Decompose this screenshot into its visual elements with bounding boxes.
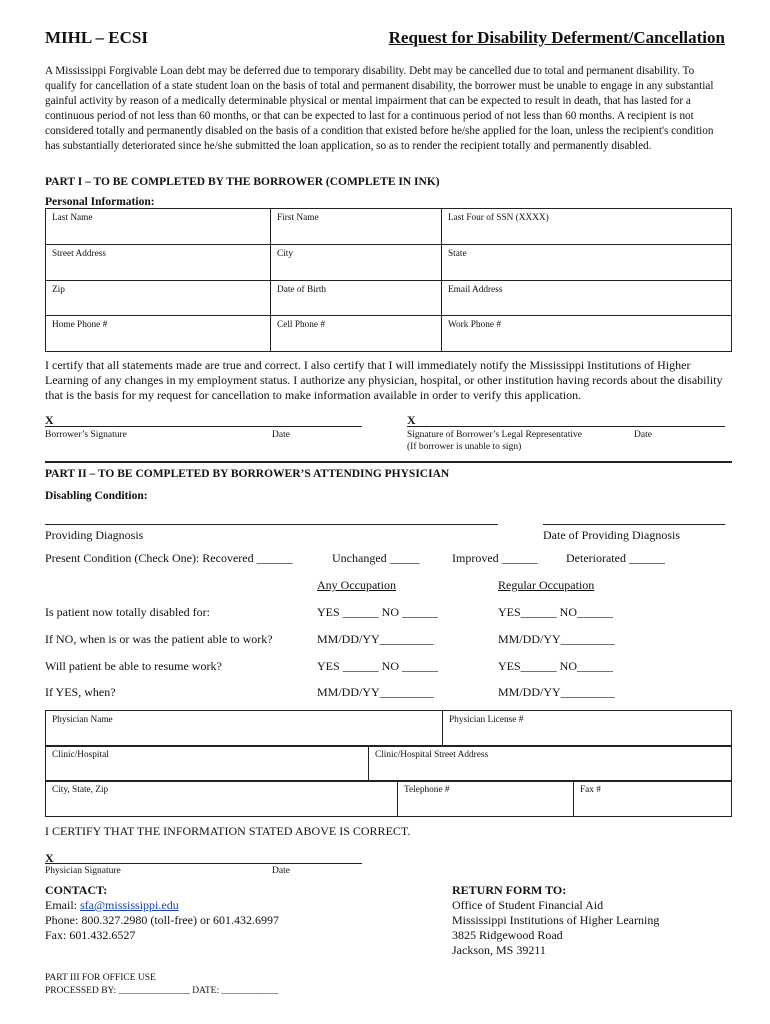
office-use-title: PART III FOR OFFICE USE <box>45 973 156 983</box>
return-line-1: Office of Student Financial Aid <box>452 898 604 912</box>
question-resume-work: Will patient be able to resume work? <box>45 659 222 673</box>
intro-paragraph: A Mississippi Forgivable Loan debt may be deferred due to temporary disability. Debt may be cancelled due to total and permanent disability. To qualify for cancellation of a state student loan on the basis of total and permanent disability, the borrower must be unable to engage in any substantial gainful activity by reason of a medically determinable physical or mental impairment that can be expected to result in death, that has lasted for a continuous period of not less than 60 months, or that can be expected to last for a continuous period of not less than 60 months. A recipient is not considered totally and permanently disabled on the basis of a condition that existed before he/she applied for the loan, unless the recipient's condition has substantially deteriorated since he/she submitted the loan application, so as to render the recipient totally and permanently disabled. <box>45 65 714 152</box>
answer-resume-work-regular[interactable]: YES______ NO______ <box>498 659 614 673</box>
contact-title: CONTACT: <box>45 883 108 897</box>
physician-certification: I CERTIFY THAT THE INFORMATION STATED ABOVE IS CORRECT. <box>45 824 411 838</box>
street-address-field[interactable]: Street Address <box>46 245 271 281</box>
question-able-to-work: If NO, when is or was the patient able to work? <box>45 632 273 646</box>
answer-able-to-work-any[interactable]: MM/DD/YY_________ <box>317 632 434 646</box>
answer-able-to-work-regular[interactable]: MM/DD/YY_________ <box>498 632 615 646</box>
question-when: If YES, when? <box>45 685 116 699</box>
answer-when-regular[interactable]: MM/DD/YY_________ <box>498 685 615 699</box>
contact-email-link[interactable]: sfa@mississippi.edu <box>80 898 179 912</box>
diagnosis-date-line[interactable] <box>543 524 725 525</box>
disabling-condition-label: Disabling Condition: <box>45 490 148 502</box>
regular-occupation-header: Regular Occupation <box>498 578 595 592</box>
physician-license-field[interactable]: Physician License # <box>443 711 732 747</box>
rep-x-mark: X <box>407 413 416 427</box>
contact-phone: Phone: 800.327.2980 (toll-free) or 601.432.6997 <box>45 913 279 927</box>
zip-field[interactable]: Zip <box>46 281 271 316</box>
office-processed-by[interactable]: PROCESSED BY: _______________ DATE: ____________ <box>45 986 279 996</box>
last-name-field[interactable]: Last Name <box>46 209 271 245</box>
answer-totally-disabled-regular[interactable]: YES______ NO______ <box>498 605 614 619</box>
date-providing-diagnosis-label: Date of Providing Diagnosis <box>543 528 680 542</box>
borrower-certification: I certify that all statements made are true and correct. I also certify that I will immediately notify the Mississippi Institutions of Higher Learning of any changes in my employment status. I authorize any physician, hospital, or other institution having records about the disability that is the basis for my request for cancellation to make information available in order to verify this application. <box>45 358 723 402</box>
physician-row-2 <box>45 745 732 782</box>
contact-email-label: Email: <box>45 898 80 912</box>
first-name-field[interactable]: First Name <box>271 209 442 245</box>
diagnosis-line[interactable] <box>45 524 498 525</box>
answer-resume-work-any[interactable]: YES ______ NO ______ <box>317 659 439 673</box>
providing-diagnosis-label: Providing Diagnosis <box>45 528 144 542</box>
return-line-2: Mississippi Institutions of Higher Learning <box>452 913 660 927</box>
clinic-address-field[interactable]: Clinic/Hospital Street Address <box>369 746 732 782</box>
rep-signature-line[interactable] <box>407 426 725 427</box>
borrower-signature-line[interactable] <box>45 426 362 427</box>
return-line-4: Jackson, MS 39211 <box>452 943 546 957</box>
question-totally-disabled: Is patient now totally disabled for: <box>45 605 210 619</box>
city-field[interactable]: City <box>271 245 442 281</box>
borrower-x-mark: X <box>45 413 54 427</box>
state-field[interactable]: State <box>442 245 732 281</box>
clinic-field[interactable]: Clinic/Hospital <box>46 746 369 782</box>
return-line-3: 3825 Ridgewood Road <box>452 928 563 942</box>
cell-phone-field[interactable]: Cell Phone # <box>271 316 442 352</box>
contact-fax: Fax: 601.432.6527 <box>45 928 136 942</box>
rep-note: (If borrower is unable to sign) <box>407 442 522 452</box>
physician-row-1 <box>45 710 732 747</box>
rep-date-label: Date <box>634 430 652 440</box>
clinic-city-state-zip-field[interactable]: City, State, Zip <box>46 781 398 817</box>
work-phone-field[interactable]: Work Phone # <box>442 316 732 352</box>
form-code: MIHL – ECSI <box>45 28 148 47</box>
clinic-fax-field[interactable]: Fax # <box>574 781 732 817</box>
form-title: Request for Disability Deferment/Cancellation <box>388 28 725 47</box>
physician-row-3 <box>45 780 732 817</box>
present-condition-unchanged[interactable]: Unchanged _____ <box>332 551 420 565</box>
part2-title: PART II – TO BE COMPLETED BY BORROWER’S ATTENDING PHYSICIAN <box>45 468 450 480</box>
answer-when-any[interactable]: MM/DD/YY_________ <box>317 685 434 699</box>
rep-signature-label: Signature of Borrower’s Legal Representative <box>407 430 582 440</box>
present-condition-improved[interactable]: Improved ______ <box>452 551 538 565</box>
physician-name-field[interactable]: Physician Name <box>46 711 443 747</box>
present-condition-recovered[interactable]: Present Condition (Check One): Recovered ______ <box>45 551 293 565</box>
personal-info-table <box>45 208 732 352</box>
present-condition-deteriorated[interactable]: Deteriorated ______ <box>566 551 665 565</box>
borrower-date-label: Date <box>272 430 290 440</box>
physician-signature-label: Physician Signature <box>45 866 121 876</box>
ssn-field[interactable]: Last Four of SSN (XXXX) <box>442 209 732 245</box>
any-occupation-header: Any Occupation <box>317 578 396 592</box>
part1-title: PART I – TO BE COMPLETED BY THE BORROWER (COMPLETE IN INK) <box>45 176 440 188</box>
personal-info-title: Personal Information: <box>45 196 155 208</box>
physician-signature-line[interactable] <box>45 863 362 864</box>
email-field[interactable]: Email Address <box>442 281 732 316</box>
clinic-telephone-field[interactable]: Telephone # <box>398 781 574 817</box>
borrower-signature-label: Borrower’s Signature <box>45 430 127 440</box>
home-phone-field[interactable]: Home Phone # <box>46 316 271 352</box>
dob-field[interactable]: Date of Birth <box>271 281 442 316</box>
physician-date-label: Date <box>272 866 290 876</box>
contact-email-row <box>45 898 179 913</box>
physician-x-mark: X <box>45 851 54 865</box>
section-divider <box>45 461 732 463</box>
return-title: RETURN FORM TO: <box>452 883 567 897</box>
answer-totally-disabled-any[interactable]: YES ______ NO ______ <box>317 605 439 619</box>
